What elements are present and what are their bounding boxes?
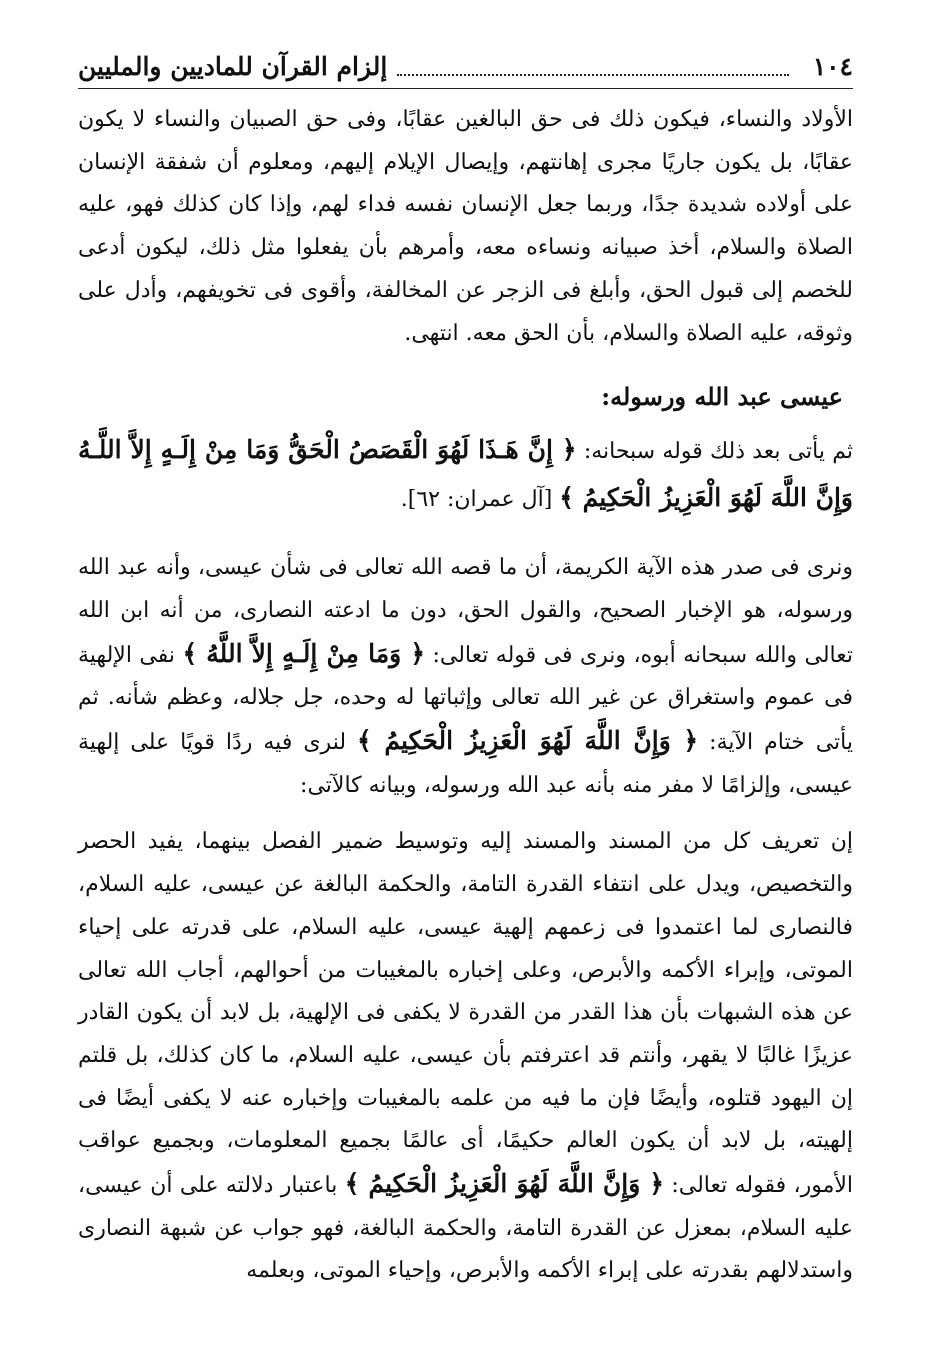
quran-verse: ﴿ إِنَّ هَـذَا لَهُوَ الْقَصَصُ الْحَقُّ وَمَا مِنْ إِلَـهٍ إِلاَّ اللَّـهُ وَإِنَّ اللَّهَ لَهُوَ الْعَزِيزُ الْحَكِيمُ ﴾ (78, 435, 853, 513)
paragraph-3-part-1: إن تعريف كل من المسند والمسند إليه وتوسيط ضمير الفصل بينهما، يفيد الحصر والتخصيص، ويدل على انتفاء القدرة التامة، والحكمة البالغة عن عيسى، عليه السلام، فالنصارى لما اعتمدوا فى زعمهم إلهية عيسى، عليه السلام، على قدرته على إحياء الموتى، وإبراء الأكمه والأبرص، وعلى إخباره بالمغيبات من أحوالهم، أجاب الله تعالى عن هذه الشبهات بأن هذا القدر من القدرة لا يكفى فى الإلهية، بل لابد أن يكون القادر عزيزًا غالبًا لا يقهر، وأنتم قد اعترفتم بأن عيسى، عليه السلام، ما كان كذلك، بل قلتم إن اليهود قتلوه، وأيضًا فإن ما فيه من علمه بالمغيبات وإخباره عنه لا يكفى أيضًا فى إلهيته، بل لابد أن يكون العالم حكيمًا، أى عالمًا بجميع المعلومات، وبجميع عواقب الأمور، فقوله تعالى: (78, 829, 854, 1199)
paragraph-2-part-3: لنرى فيه ردًا قويًا على إلهية عيسى، وإلزامًا لا مفر منه بأنه عبد الله ورسوله، وبيانه كالآتى: (78, 730, 853, 798)
verse-reference: [آل عمران: ٦٢]. (400, 487, 553, 513)
quran-verse-inline: ﴿ وَإِنَّ اللَّهَ لَهُوَ الْعَزِيزُ الْحَكِيمُ ﴾ (344, 1169, 664, 1199)
page-number: ١٠٤ (812, 52, 853, 81)
paragraph-2 (78, 547, 853, 807)
quran-verse-inline: ﴿ وَمَا مِنْ إِلَـهٍ إِلاَّ اللَّهُ ﴾ (182, 638, 425, 668)
citation-lead: ثم يأتى بعد ذلك قوله سبحانه: (583, 439, 853, 465)
paragraph-3-part-2: باعتبار دلالته على أن عيسى، عليه السلام، بمعزل عن القدرة التامة، والحكمة البالغة، فهو جواب عن شبهة النصارى واستدلالهم بقدرته على إبراء الأكمه والأبرص، وإحياء الموتى، وبعلمه (78, 1173, 853, 1284)
paragraph-spacer (78, 807, 853, 821)
section-heading: عيسى عبد الله ورسوله: (601, 382, 843, 412)
quran-verse-inline: ﴿ وَإِنَّ اللَّهَ لَهُوَ الْعَزِيزُ الْحَكِيمُ ﴾ (357, 726, 699, 756)
paragraph-1: الأولاد والنساء، فيكون ذلك فى حق البالغين عقابًا، وفى حق الصبيان والنساء لا يكون عقابًا، بل يكون جاريًا مجرى إهانتهم، وإيصال الإيلام إليهم، ومعلوم أن شفقة الإنسان على أولاده شديدة جدًا، وربما جعل الإنسان نفسه فداء لهم، وإذا كان كذلك فهو، عليه الصلاة والسلام، أخذ صبيانه ونساءه معه، وأمرهم بأن يفعلوا مثل ذلك، ليكون أدعى للخصم إلى قبول الحق، وأبلغ فى الزجر عن المخالفة، وأقوى فى تخويفهم، وأدل على وثوقه، عليه الصلاة والسلام، بأن الحق معه. انتهى. (78, 107, 853, 346)
paragraph-2-part-2: نفى الإلهية فى عموم واستغراق عن غير الله تعالى وإثباتها له وحده، جل جلاله، وعظم شأنه. ثم يأتى ختام الآية: (78, 642, 854, 756)
quran-citation-block (78, 427, 853, 523)
header-dotted-leader (397, 74, 788, 76)
paragraph-3 (78, 821, 853, 1293)
page-header (78, 50, 853, 89)
book-title: إلزام القرآن للماديين والمليين (78, 52, 388, 81)
paragraph-2-part-1: ونرى فى صدر هذه الآية الكريمة، أن ما قصه الله تعالى فى شأن عيسى، وأنه عبد الله ورسوله، هو الإخبار الصحيح، والقول الحق، دون ما ادعته النصارى، من أنه ابن الله تعالى والله سبحانه أبوه، ونرى فى قوله تعالى: (78, 555, 853, 668)
